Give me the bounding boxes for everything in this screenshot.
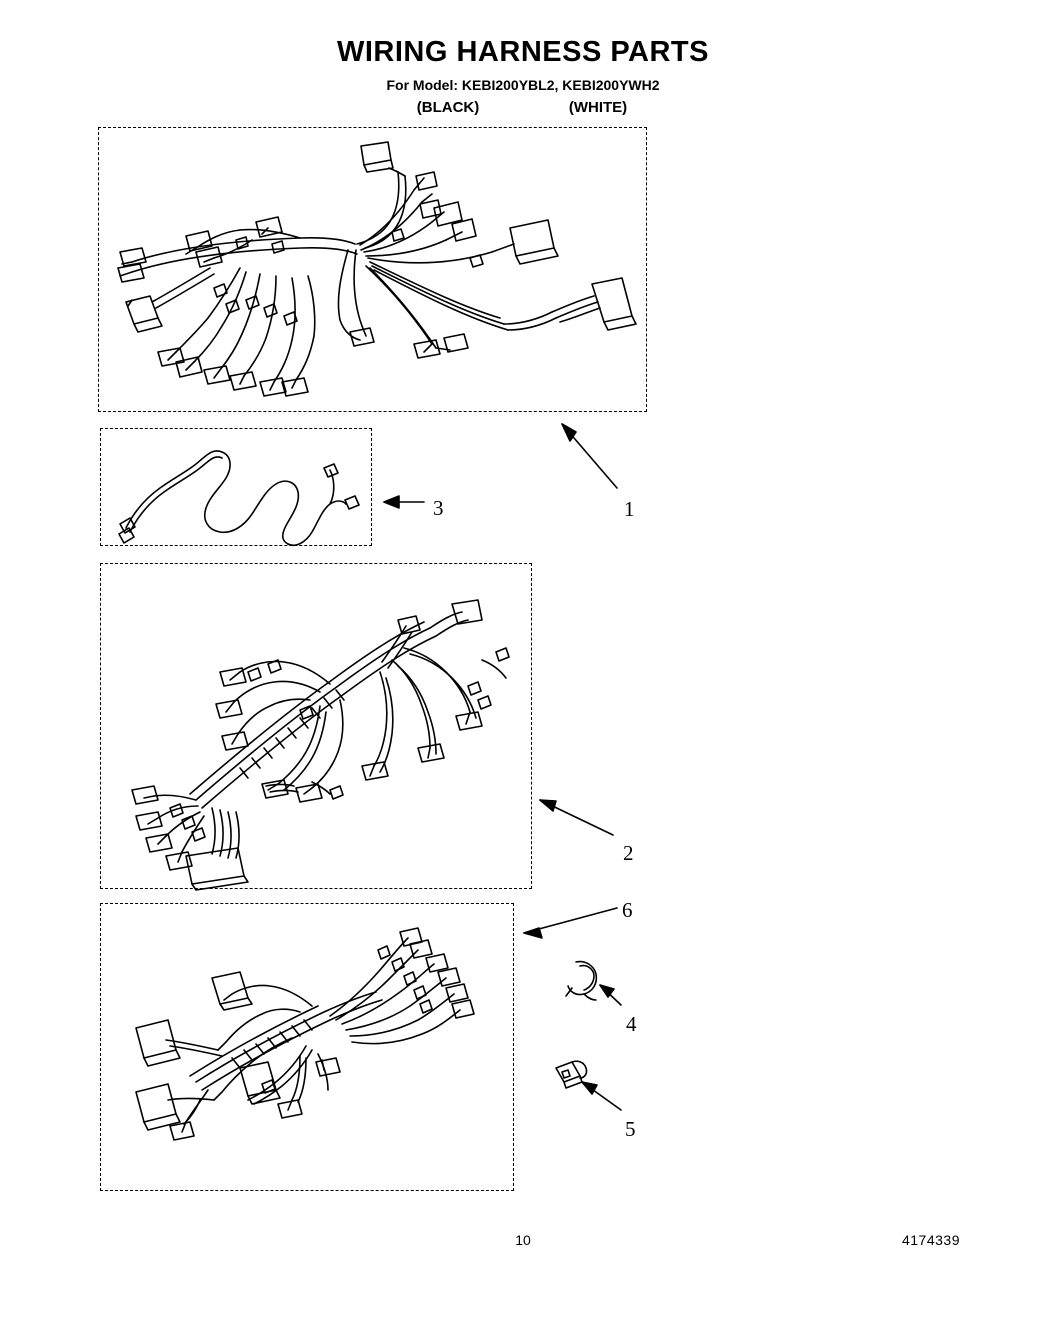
- leader-1: [562, 424, 617, 488]
- callout-5: 5: [625, 1117, 636, 1141]
- callout-6: 6: [622, 898, 633, 922]
- leader-6: [524, 908, 617, 933]
- leader-5: [582, 1082, 621, 1110]
- color-white-label: (WHITE): [568, 99, 628, 116]
- model-label: For Model: KEBI200YBL2, KEBI200YWH2: [386, 77, 660, 93]
- leader-4: [600, 985, 621, 1005]
- leader-2: [540, 800, 613, 835]
- callout-3: 3: [433, 496, 444, 520]
- callout-2: 2: [623, 841, 634, 865]
- document-code: 4174339: [901, 1232, 960, 1248]
- page-title: WIRING HARNESS PARTS: [337, 36, 709, 68]
- group-box-3: [100, 428, 372, 546]
- callout-1: 1: [624, 497, 635, 521]
- color-legend: [0, 99, 1046, 116]
- group-box-6: [100, 903, 514, 1191]
- group-box-1: [98, 127, 647, 412]
- part-5-art: [556, 1061, 587, 1088]
- page-number: 10: [515, 1232, 531, 1248]
- part-4-art: [566, 962, 596, 1000]
- group-box-2: [100, 563, 532, 889]
- callout-4: 4: [626, 1012, 637, 1036]
- color-black-label: (BLACK): [416, 99, 480, 116]
